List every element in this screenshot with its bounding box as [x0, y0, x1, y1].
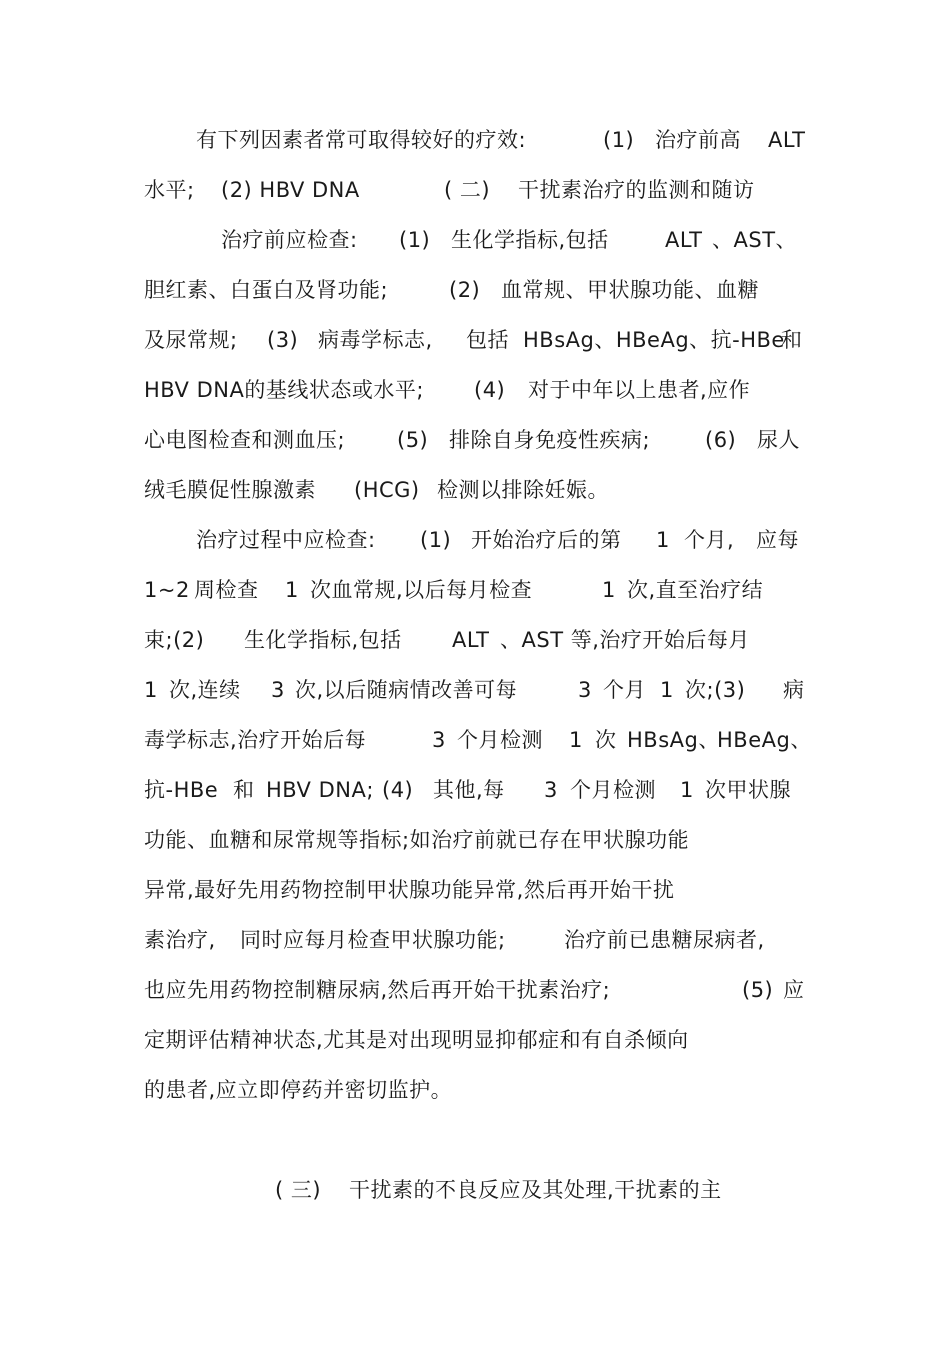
text-segment: 病	[783, 678, 805, 702]
text-segment: 病毒学标志,	[318, 328, 433, 352]
text-segment: (4)	[474, 378, 506, 402]
text-segment: 也应先用药物控制糖尿病,然后再开始干扰素治疗;	[144, 978, 611, 1002]
text-segment: 3	[271, 678, 285, 702]
text-segment: 1	[680, 778, 694, 802]
text-segment: 、AST 等,治疗开始后每月	[500, 628, 750, 652]
text-segment: 生化学指标,包括	[244, 628, 402, 652]
text-segment: 1	[660, 678, 674, 702]
text-segment: (2) HBV DNA	[221, 178, 360, 202]
text-segment: 1~2	[144, 578, 190, 602]
text-line-8	[0, 472, 950, 508]
text-line-5	[0, 322, 950, 358]
text-segment: 素治疗,	[144, 928, 216, 952]
text-segment: HBeAg、	[717, 728, 812, 752]
text-segment: (5)	[742, 978, 774, 1002]
text-segment: ALT	[452, 628, 490, 652]
text-line-2	[0, 172, 950, 208]
text-segment: 1	[569, 728, 583, 752]
text-segment: 3	[432, 728, 446, 752]
text-segment: ALT	[665, 228, 703, 252]
section-heading-3	[0, 1172, 950, 1208]
text-line-16	[0, 872, 950, 908]
text-segment: 周检查	[194, 578, 259, 602]
text-segment: 异常,最好先用药物控制甲状腺功能异常,然后再开始干扰	[144, 878, 675, 902]
text-line-19	[0, 1022, 950, 1058]
text-segment: 干扰素治疗的监测和随访	[518, 178, 755, 202]
text-segment: 及尿常规;	[144, 328, 238, 352]
text-segment: 治疗前已患糖尿病者,	[564, 928, 765, 952]
text-line-17	[0, 922, 950, 958]
text-segment: 心电图检查和测血压;	[144, 428, 346, 452]
text-line-11	[0, 622, 950, 658]
text-segment: (1)	[420, 528, 452, 552]
text-line-9	[0, 522, 950, 558]
text-segment: 检测以排除妊娠。	[437, 478, 609, 502]
text-segment: 同时应每月检查甲状腺功能;	[240, 928, 506, 952]
text-segment: 和	[781, 328, 803, 352]
text-segment: (2)	[449, 278, 481, 302]
text-segment: (5)	[397, 428, 429, 452]
text-segment: 次	[595, 728, 617, 752]
text-segment: 个月,	[684, 528, 735, 552]
text-segment: (1)	[603, 128, 635, 152]
text-segment: 个月	[603, 678, 646, 702]
text-segment: 定期评估精神状态,尤其是对出现明显抑郁症和有自杀倾向	[144, 1028, 689, 1052]
text-segment: HBV DNA;	[266, 778, 374, 802]
text-segment: 个月检测	[570, 778, 656, 802]
text-segment: 毒学标志,治疗开始后每	[144, 728, 367, 752]
text-segment: 对于中年以上患者,应作	[528, 378, 751, 402]
text-segment: HBV DNA的基线状态或水平;	[144, 378, 424, 402]
text-line-14	[0, 772, 950, 808]
text-segment: 治疗前高	[655, 128, 741, 152]
text-segment: (3)	[267, 328, 299, 352]
text-segment: 3	[578, 678, 592, 702]
text-line-12	[0, 672, 950, 708]
text-segment: HBsAg、	[627, 728, 720, 752]
text-line-3	[0, 222, 950, 258]
text-line-13	[0, 722, 950, 758]
text-segment: 治疗过程中应检查:	[196, 528, 376, 552]
text-segment: 开始治疗后的第	[471, 528, 622, 552]
text-segment: 3	[544, 778, 558, 802]
text-segment: 个月检测	[457, 728, 543, 752]
text-segment: 应	[783, 978, 805, 1002]
text-line-1	[0, 122, 950, 158]
text-segment: 干扰素的不良反应及其处理,干扰素的主	[349, 1178, 722, 1202]
text-segment: 应每	[756, 528, 799, 552]
text-segment: 和	[233, 778, 255, 802]
text-segment: 排除自身免疫性疾病;	[449, 428, 651, 452]
text-segment: 其他,每	[433, 778, 505, 802]
text-segment: 功能、血糖和尿常规等指标;如治疗前就已存在甲状腺功能	[144, 828, 690, 852]
text-line-15	[0, 822, 950, 858]
text-segment: 治疗前应检查:	[221, 228, 358, 252]
text-segment: 次血常规,以后每月检查	[310, 578, 533, 602]
text-line-7	[0, 422, 950, 458]
text-segment: 次;(3)	[685, 678, 746, 702]
text-line-6	[0, 372, 950, 408]
text-segment: 胆红素、白蛋白及肾功能;	[144, 278, 389, 302]
text-segment: 次甲状腺	[705, 778, 791, 802]
text-line-20	[0, 1072, 950, 1108]
text-segment: 1	[285, 578, 299, 602]
text-segment: (1)	[399, 228, 431, 252]
text-segment: 血常规、甲状腺功能、血糖	[501, 278, 759, 302]
text-segment: ( 二)	[444, 178, 491, 202]
text-segment: 1	[602, 578, 616, 602]
text-segment: (HCG)	[354, 478, 420, 502]
text-line-10	[0, 572, 950, 608]
text-segment: 束;(2)	[144, 628, 205, 652]
text-segment: (4)	[382, 778, 414, 802]
text-segment: 次,连续	[169, 678, 241, 702]
text-line-4	[0, 272, 950, 308]
text-segment: 有下列因素者常可取得较好的疗效:	[196, 128, 527, 152]
text-segment: 1	[656, 528, 670, 552]
text-segment: 次,以后随病情改善可每	[295, 678, 518, 702]
text-segment: 、AST、	[712, 228, 798, 252]
text-segment: 抗-HBe	[144, 778, 219, 802]
text-segment: 1	[144, 678, 158, 702]
text-segment: 绒毛膜促性腺激素	[144, 478, 316, 502]
text-segment: 生化学指标,包括	[451, 228, 609, 252]
text-segment: 的患者,应立即停药并密切监护。	[144, 1078, 453, 1102]
text-segment: ( 三)	[275, 1178, 322, 1202]
text-segment: ALT	[768, 128, 806, 152]
text-line-18	[0, 972, 950, 1008]
text-segment: 尿人	[757, 428, 800, 452]
text-segment: HBsAg、HBeAg、抗-HBe	[523, 328, 785, 352]
text-segment: 包括	[466, 328, 509, 352]
text-segment: 次,直至治疗结	[627, 578, 764, 602]
text-segment: (6)	[705, 428, 737, 452]
text-segment: 水平;	[144, 178, 195, 202]
